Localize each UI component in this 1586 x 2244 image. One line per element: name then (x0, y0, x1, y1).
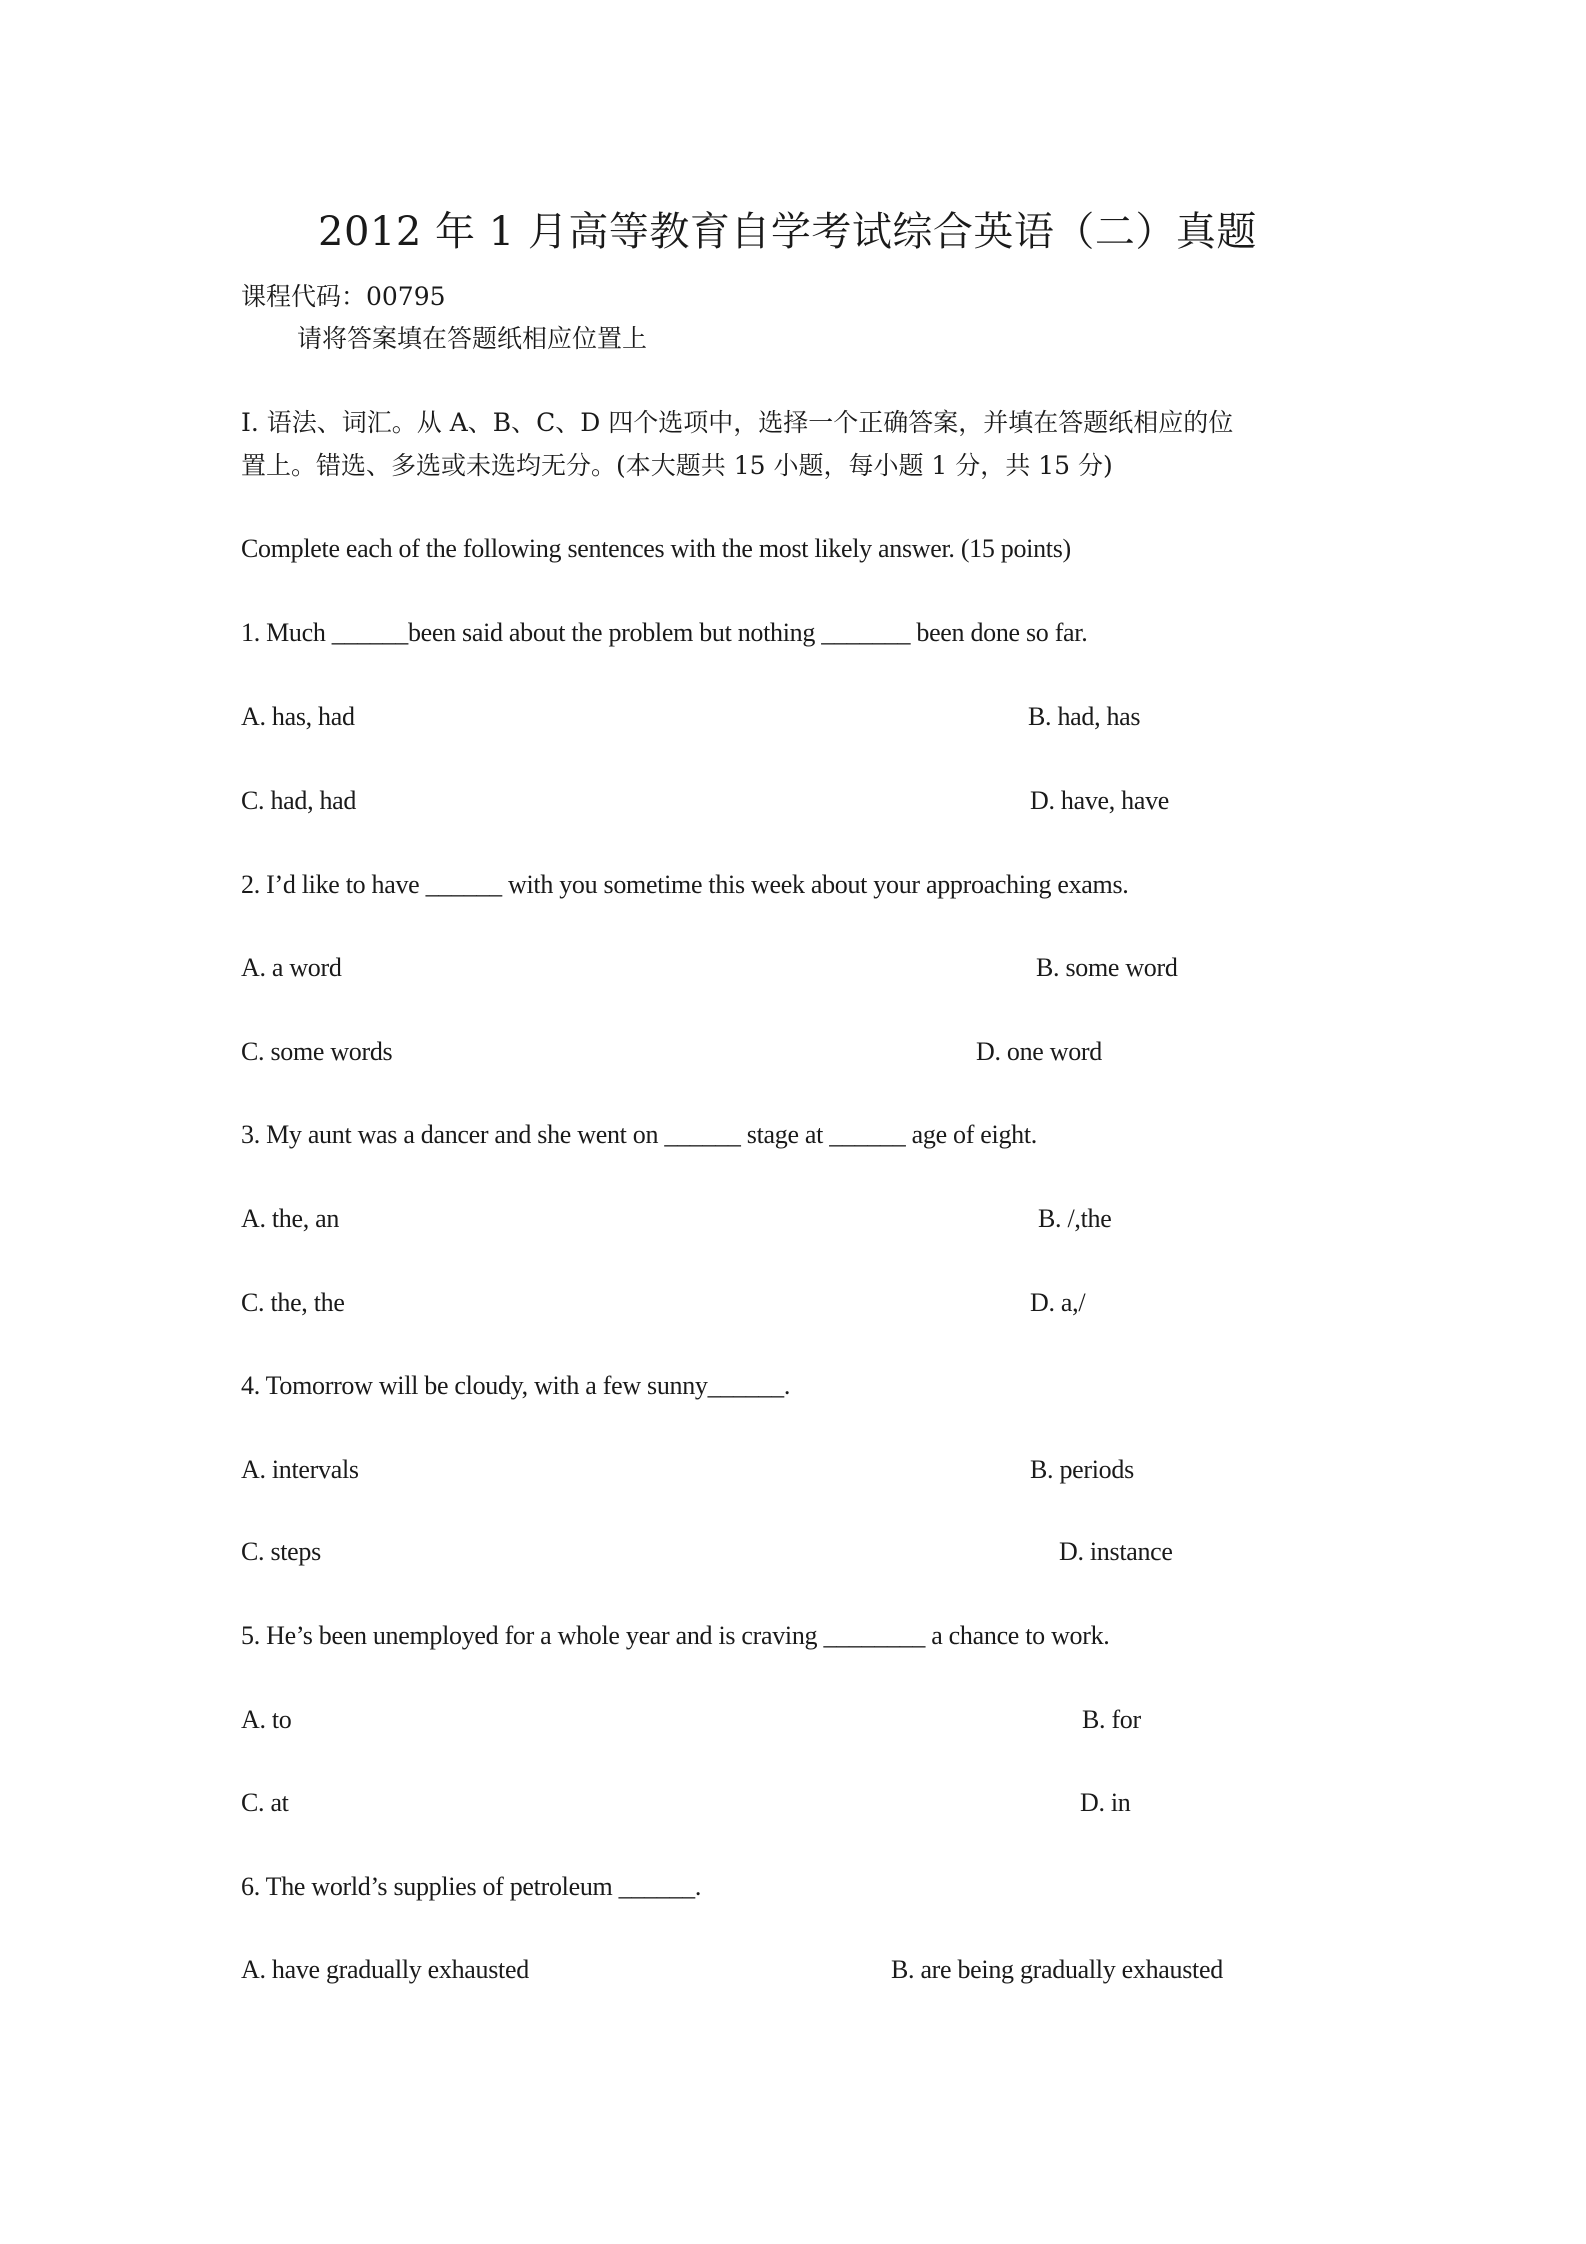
question-stem-5: 5. He’s been unemployed for a whole year and is craving ________ a chance to work. (241, 1621, 1110, 1650)
question-4-option-c: C. steps (241, 1537, 321, 1566)
question-3-option-b: B. /,the (1038, 1204, 1112, 1233)
question-1-option-c: C. had, had (241, 786, 357, 815)
course-code: 课程代码：00795 (241, 282, 446, 311)
page-title: 2012 年 1 月高等教育自学考试综合英语（二）真题 (318, 209, 1257, 255)
question-1-option-b: B. had, has (1028, 702, 1141, 731)
question-5-option-d: D. in (1080, 1788, 1131, 1817)
question-stem-6: 6. The world’s supplies of petroleum ______. (241, 1872, 702, 1901)
question-5-option-c: C. at (241, 1788, 289, 1817)
question-3-option-c: C. the, the (241, 1288, 345, 1317)
question-2-option-a: A. a word (241, 953, 342, 982)
answer-instruction: 请将答案填在答题纸相应位置上 (297, 324, 648, 353)
question-1-option-d: D. have, have (1030, 786, 1170, 815)
question-stem-3: 3. My aunt was a dancer and she went on ______ stage at ______ age of eight. (241, 1120, 1037, 1149)
question-4-option-a: A. intervals (241, 1455, 359, 1484)
question-stem-1: 1. Much ______been said about the problem but nothing _______ been done so far. (241, 618, 1088, 647)
question-stem-4: 4. Tomorrow will be cloudy, with a few sunny______. (241, 1371, 791, 1400)
question-3-option-d: D. a,/ (1030, 1288, 1086, 1317)
section-heading-line-2: 置上。错选、多选或未选均无分。(本大题共 15 小题，每小题 1 分，共 15 分) (241, 451, 1113, 480)
question-2-option-c: C. some words (241, 1037, 393, 1066)
question-1-option-a: A. has, had (241, 702, 355, 731)
question-5-option-b: B. for (1082, 1705, 1141, 1734)
question-stem-2: 2. I’d like to have ______ with you sometime this week about your approaching exams. (241, 870, 1129, 899)
question-2-option-d: D. one word (976, 1037, 1102, 1066)
question-5-option-a: A. to (241, 1705, 292, 1734)
section-directions: Complete each of the following sentences with the most likely answer. (15 points) (241, 534, 1071, 563)
question-2-option-b: B. some word (1036, 953, 1178, 982)
question-4-option-b: B. periods (1030, 1455, 1134, 1484)
question-6-option-a: A. have gradually exhausted (241, 1955, 529, 1984)
question-6-option-b: B. are being gradually exhausted (891, 1955, 1223, 1984)
question-3-option-a: A. the, an (241, 1204, 340, 1233)
section-heading-line-1: I. 语法、词汇。从 A、B、C、D 四个选项中，选择一个正确答案，并填在答题纸相应的位 (241, 408, 1234, 437)
question-4-option-d: D. instance (1059, 1537, 1173, 1566)
